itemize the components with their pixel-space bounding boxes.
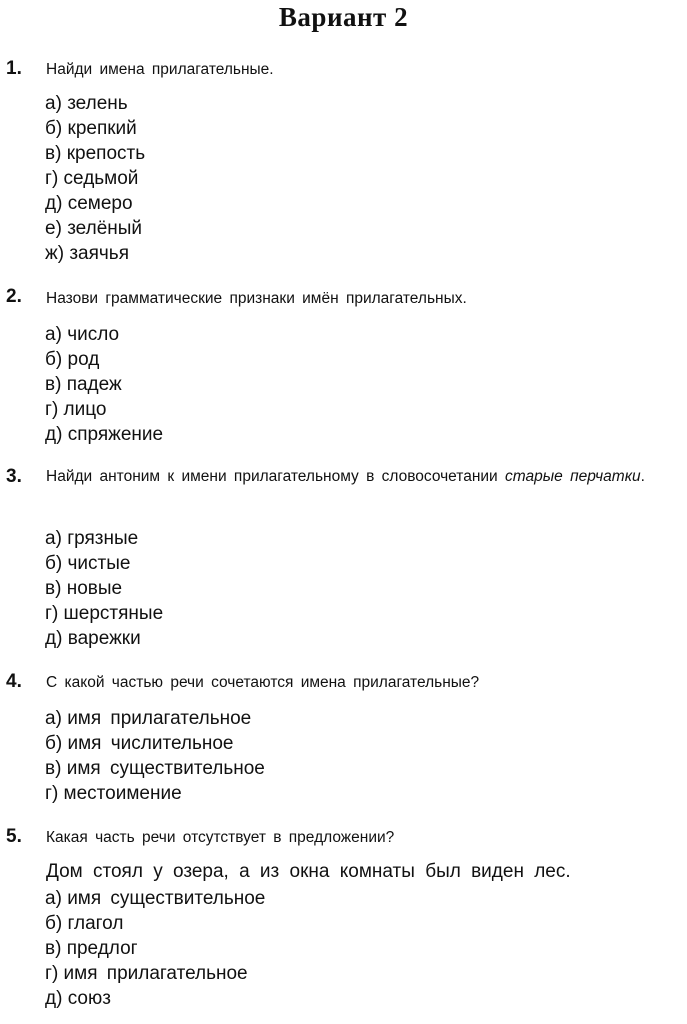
option-g[interactable]: г ) лицо bbox=[45, 397, 163, 422]
question-2-text: Назови грамматические признаки имён прилагательных. bbox=[46, 290, 467, 307]
page-title: Вариант 2 bbox=[278, 2, 409, 32]
question-3-number: 3. bbox=[6, 466, 22, 487]
question-5-number: 5. bbox=[6, 826, 22, 847]
option-d[interactable]: д ) варежки bbox=[45, 626, 163, 651]
question-5-text: Какая часть речи отсутствует в предложении? bbox=[46, 829, 395, 846]
option-g[interactable]: г ) седьмой bbox=[45, 166, 145, 191]
option-zh[interactable]: ж ) заячья bbox=[45, 241, 145, 266]
option-v[interactable]: в ) предлог bbox=[45, 936, 265, 961]
option-e[interactable]: е ) зелёный bbox=[45, 216, 145, 241]
option-a[interactable]: а ) число bbox=[45, 322, 163, 347]
option-b[interactable]: б ) род bbox=[45, 347, 163, 372]
option-a[interactable]: а ) имя существительное bbox=[45, 886, 265, 911]
option-b[interactable]: б ) глагол bbox=[45, 911, 265, 936]
option-v[interactable]: в ) падеж bbox=[45, 372, 163, 397]
option-g[interactable]: г ) местоимение bbox=[45, 781, 265, 806]
question-5-sentence: Дом стоял у озера, а из окна комнаты был виден лес. bbox=[46, 861, 571, 882]
option-g[interactable]: г ) имя прилагательное bbox=[45, 961, 265, 986]
question-5-options bbox=[45, 886, 265, 1011]
option-a[interactable]: а ) грязные bbox=[45, 526, 163, 551]
question-1-number: 1. bbox=[6, 58, 22, 79]
question-1-options bbox=[45, 91, 145, 266]
option-b[interactable]: б ) крепкий bbox=[45, 116, 145, 141]
question-2-number: 2. bbox=[6, 286, 22, 307]
option-v[interactable]: в ) крепость bbox=[45, 141, 145, 166]
option-v[interactable]: в ) имя существительное bbox=[45, 756, 265, 781]
question-1-text: Найди имена прилагательные. bbox=[46, 61, 274, 78]
option-d[interactable]: д ) семеро bbox=[45, 191, 145, 216]
question-3-phrase: старые перчатки bbox=[505, 468, 641, 485]
option-b[interactable]: б ) имя числительное bbox=[45, 731, 265, 756]
option-b[interactable]: б ) чистые bbox=[45, 551, 163, 576]
option-a[interactable]: а ) зелень bbox=[45, 91, 145, 116]
option-v[interactable]: в ) новые bbox=[45, 576, 163, 601]
option-d[interactable]: д ) союз bbox=[45, 986, 265, 1011]
question-4-options bbox=[45, 706, 265, 806]
question-3-text: Найди антоним к имени прилагательному в словосочетании старые перчатки. bbox=[46, 468, 645, 485]
option-g[interactable]: г ) шерстяные bbox=[45, 601, 163, 626]
question-3-options bbox=[45, 526, 163, 651]
question-4-number: 4. bbox=[6, 671, 22, 692]
question-4-text: С какой частью речи сочетаются имена прилагательные? bbox=[46, 674, 480, 691]
option-a[interactable]: а ) имя прилагательное bbox=[45, 706, 265, 731]
option-d[interactable]: д ) спряжение bbox=[45, 422, 163, 447]
question-2-options bbox=[45, 322, 163, 447]
